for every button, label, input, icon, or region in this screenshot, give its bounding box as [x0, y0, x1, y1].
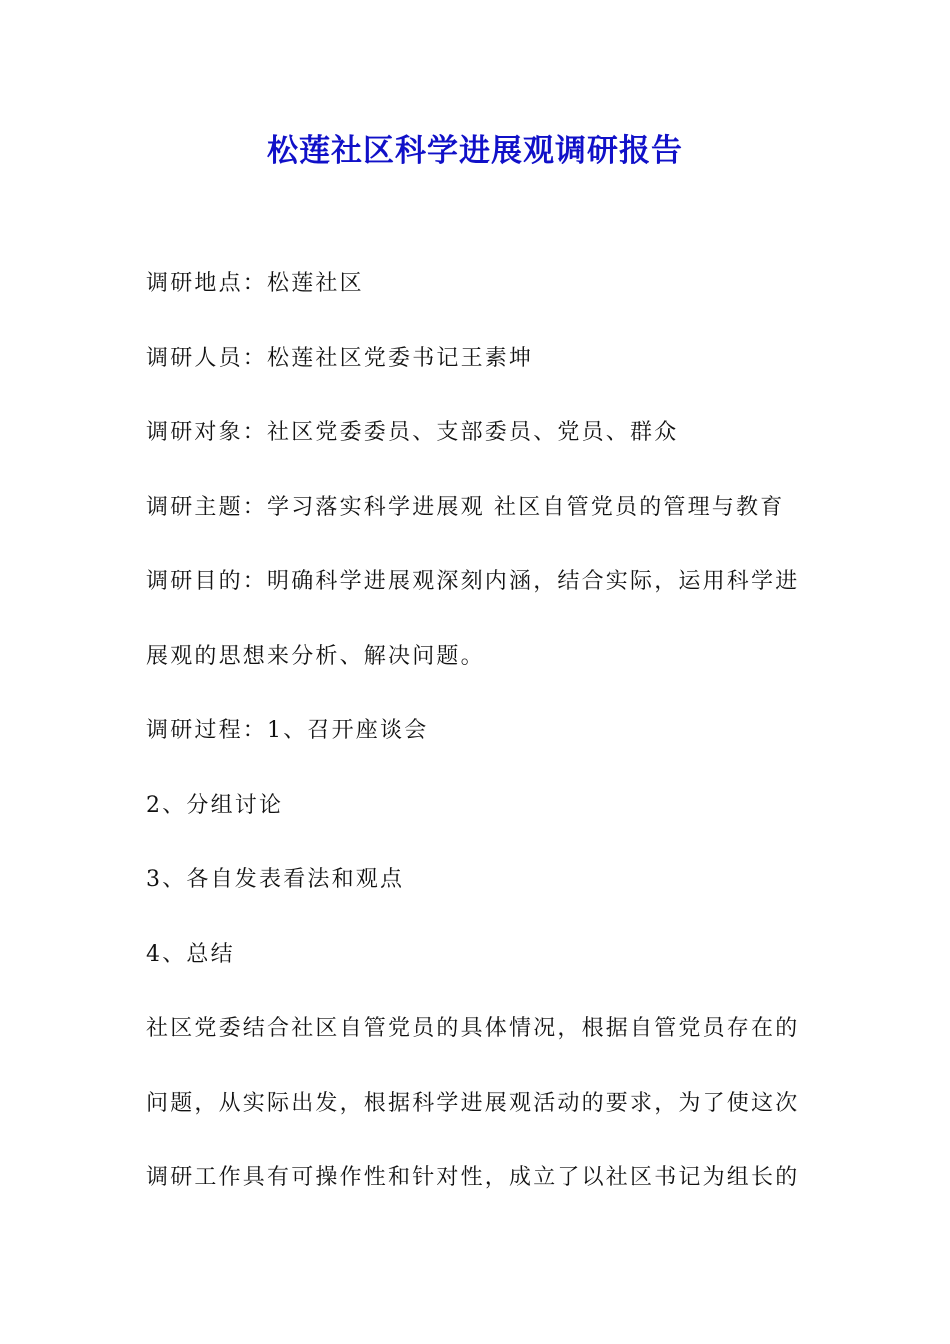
text-line-process-step-4: 4、总结 — [146, 942, 235, 967]
text-line-survey-purpose-continued: 展观的思想来分析、解决问题。 — [146, 644, 485, 669]
text-line-survey-location: 调研地点：松莲社区 — [146, 271, 364, 296]
text-line-survey-process: 调研过程：1、召开座谈会 — [146, 718, 429, 743]
text-line-process-step-3: 3、各自发表看法和观点 — [146, 867, 405, 892]
text-line-survey-theme: 调研主题：学习落实科学进展观 社区自管党员的管理与教育 — [146, 495, 785, 520]
paragraph-line-2: 问题，从实际出发，根据科学进展观活动的要求，为了使这次 — [146, 1091, 800, 1116]
paragraph-line-1: 社区党委结合社区自管党员的具体情况，根据自管党员存在的 — [146, 1016, 800, 1041]
text-line-survey-personnel: 调研人员：松莲社区党委书记王素坤 — [146, 346, 534, 371]
text-line-survey-targets: 调研对象：社区党委委员、支部委员、党员、群众 — [146, 420, 679, 445]
document-title: 松莲社区科学进展观调研报告 — [267, 133, 683, 169]
text-line-survey-purpose: 调研目的：明确科学进展观深刻内涵，结合实际，运用科学进 — [146, 569, 800, 594]
text-line-process-step-2: 2、分组讨论 — [146, 793, 284, 818]
paragraph-line-3: 调研工作具有可操作性和针对性，成立了以社区书记为组长的 — [146, 1165, 800, 1190]
